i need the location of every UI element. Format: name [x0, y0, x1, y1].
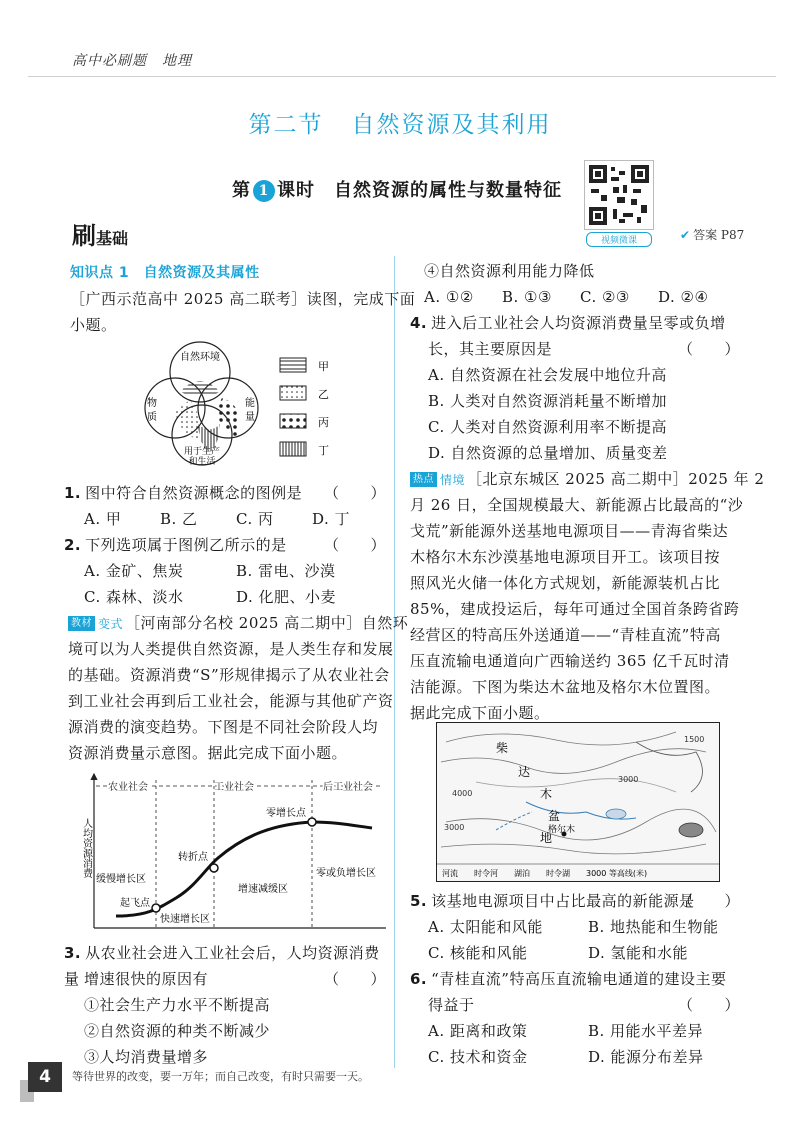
legend-label-yi: 乙	[318, 388, 329, 401]
brand-label: 刷基础	[72, 221, 129, 250]
check-icon: ✔	[680, 228, 691, 242]
region-jia	[180, 381, 220, 396]
takeoff-point	[152, 904, 160, 912]
passage-left-line-1: 教材 变式 ［河南部分名校 2025 高二期中］自然环	[68, 610, 408, 637]
map-legend: 河流 时令河 湖泊 时令湖 3000 等高线(米)	[442, 869, 648, 878]
option[interactable]: A. 距离和政策	[428, 1022, 528, 1040]
question-5-options-row2	[428, 940, 740, 966]
contour-label: 1500	[684, 735, 705, 744]
legend-label-ding: 丁	[318, 444, 329, 457]
option[interactable]: A. 太阳能和风能	[428, 918, 543, 936]
question-4-line-1: 4. 进入后工业社会人均资源消费量呈零或负增	[410, 314, 726, 332]
zone-fast: 快速增长区	[160, 914, 210, 925]
option[interactable]: B. 雷电、沙漠	[236, 562, 336, 580]
option[interactable]: D. 自然资源的总量增加、质量变差	[428, 444, 668, 462]
qr-code-icon[interactable]	[584, 160, 654, 230]
question-1: 1. 图中符合自然资源概念的图例是 （ ）	[64, 480, 386, 506]
passage-right-line: 经营区的特高压外送通道——“青桂直流”特高	[410, 626, 721, 644]
option[interactable]: D. 氢能和水能	[588, 944, 689, 962]
section-number: 第二节	[248, 112, 324, 138]
contour-label: 3000	[444, 823, 465, 832]
map-label-basin: 柴	[496, 741, 509, 755]
legend-label-bing: 丙	[318, 416, 329, 429]
zone-zero-negative: 零或负增长区	[316, 868, 376, 879]
option[interactable]: D. 丁	[312, 510, 351, 528]
passage-right-line: 洁能源。下图为柴达木盆地及格尔木位置图。	[410, 678, 721, 696]
question-3-item: ②自然资源的种类不断减少	[84, 1022, 271, 1040]
lesson-number: 1	[253, 180, 275, 202]
map-label-city: 格尔木	[548, 825, 576, 835]
question-6-line-1: 6. “青桂直流”特高压直流输电通道的建设主要	[410, 970, 727, 988]
passage-right-line: 木格尔木东沙漠基地电源项目开工。该项目按	[410, 548, 721, 566]
venn-label-left1: 物	[147, 398, 157, 409]
option[interactable]: A. 甲	[84, 510, 122, 528]
legend-swatch-bing	[280, 414, 306, 428]
passage-right-line: 月 26 日，全国规模最大、新能源占比最高的“沙	[410, 496, 744, 514]
zone-slow: 缓慢增长区	[96, 874, 146, 885]
intro-line-1: ［广西示范高中 2025 高二联考］读图，完成下面	[70, 290, 416, 308]
zero-growth-point	[308, 818, 316, 826]
answer-paren: （ ）	[677, 340, 740, 358]
question-3-item: ④自然资源利用能力降低	[424, 262, 595, 280]
question-3-item: ①社会生产力水平不断提高	[84, 996, 271, 1014]
answer-reference: ✔ 答案 P87	[680, 228, 745, 242]
label-turning: 转折点	[178, 852, 208, 863]
running-header: 高中必刷题 地理	[72, 53, 192, 69]
answer-paren: （ ）	[677, 996, 740, 1014]
answer-paren: （ ）	[323, 970, 386, 988]
map-label-basin: 盆	[548, 809, 561, 823]
legend-swatch-ding	[280, 442, 306, 456]
map-frame	[437, 723, 720, 882]
option[interactable]: B. 乙	[160, 510, 198, 528]
question-3-line-2: 增速很快的原因有 （ ）	[84, 966, 386, 992]
lake	[679, 823, 703, 837]
map-label-basin: 木	[540, 787, 553, 801]
contour-label: 4000	[452, 789, 473, 798]
option[interactable]: D. 能源分布差异	[588, 1048, 704, 1066]
label-takeoff: 起飞点	[120, 898, 150, 909]
option[interactable]: B. 人类对自然资源消耗量不断增加	[428, 392, 668, 410]
passage-right-line: 压直流输电通道向广西输送约 365 亿千瓦时清	[410, 652, 730, 670]
answer-paren: （ ）	[323, 484, 386, 502]
stage-post-industry: 后工业社会	[323, 782, 373, 793]
passage-left-line: 资源消费量示意图。据此完成下面小题。	[68, 744, 348, 762]
stage-agriculture: 农业社会	[108, 782, 148, 793]
region-bing	[216, 398, 240, 438]
column-divider	[394, 256, 395, 1068]
tag-textbook: 教材	[68, 616, 95, 631]
tag-context: 情境	[440, 473, 466, 487]
answer-paren: （ ）	[677, 892, 740, 910]
legend-label-jia: 甲	[318, 360, 329, 373]
option[interactable]: C. 丙	[236, 510, 274, 528]
option[interactable]: C. ②③	[580, 288, 630, 306]
question-5: 5. 该基地电源项目中占比最高的新能源是 （ ）	[410, 888, 740, 914]
question-6-line-2: 得益于 （ ）	[428, 992, 740, 1018]
option[interactable]: C. 技术和资金	[428, 1048, 528, 1066]
venn-label-top: 自然环境	[180, 352, 220, 363]
contour-label: 3000	[618, 775, 639, 784]
question-2-options-row2	[84, 584, 388, 610]
option[interactable]: C. 人类对自然资源利用率不断提高	[428, 418, 667, 436]
map-label-basin: 地	[540, 831, 553, 845]
passage-right-line: 85%，建成投运后，每年可通过全国首条跨省跨	[410, 600, 740, 618]
option[interactable]: A. 自然资源在社会发展中地位升高	[428, 366, 667, 384]
venn-label-right1: 能	[245, 398, 255, 409]
option[interactable]: B. ①③	[502, 288, 552, 306]
lake	[606, 809, 626, 819]
section-name: 自然资源及其利用	[351, 112, 552, 138]
option[interactable]: A. 金矿、焦炭	[84, 562, 184, 580]
option[interactable]: C. 核能和风能	[428, 944, 528, 962]
knowledge-point-title: 知识点 1 自然资源及其属性	[70, 265, 260, 281]
question-3-line-1: 3. 从农业社会进入工业社会后，人均资源消费量	[64, 944, 380, 988]
option[interactable]: D. 化肥、小麦	[236, 588, 337, 606]
question-3-options	[424, 284, 736, 310]
passage-left-line: 到工业社会再到后工业社会，能源与其他矿产资	[68, 692, 394, 710]
passage-left-line: 源消费的演变趋势。下图是不同社会阶段人均	[68, 718, 379, 736]
venn-label-bottom1: 用于生产	[183, 447, 221, 457]
passage-right-line: 照风光火储一体化方式规划，新能源装机占比	[410, 574, 721, 592]
s-curve-diagram	[66, 768, 392, 936]
question-6-options-row2	[428, 1044, 740, 1070]
question-5-options-row1	[428, 914, 740, 940]
footer-motto: 等待世界的改变，要一万年；而自己改变，有时只需要一天。	[72, 1070, 369, 1083]
question-2-options-row1	[84, 558, 388, 584]
qr-caption: 视频微课	[586, 232, 652, 247]
turning-point	[210, 864, 218, 872]
option[interactable]: D. ②④	[658, 288, 709, 306]
zone-decel: 增速减缓区	[238, 884, 288, 895]
passage-right-line-1: 热点 情境 ［北京东城区 2025 高二期中］2025 年 2	[410, 466, 764, 493]
answer-paren: （ ）	[323, 536, 386, 554]
stage-industry: 工业社会	[214, 782, 254, 793]
lesson-title: 第 1 课时 自然资源的属性与数量特征	[232, 180, 562, 201]
question-1-options	[84, 506, 388, 532]
option[interactable]: A. ①②	[424, 288, 474, 306]
map-label-basin: 达	[518, 765, 531, 779]
tag-variant: 变式	[98, 617, 124, 631]
question-6-options-row1	[428, 1018, 740, 1044]
legend-swatch-yi	[280, 386, 306, 400]
legend-swatch-jia	[280, 358, 306, 372]
y-axis-label: 人均资源消费	[80, 818, 92, 878]
venn-label-right2: 量	[245, 412, 255, 423]
question-4-line-2: 长，其主要原因是 （ ）	[428, 336, 740, 362]
option[interactable]: B. 用能水平差异	[588, 1022, 704, 1040]
venn-label-bottom2: 和生活	[188, 457, 216, 467]
passage-left-line: 境可以为人类提供自然资源，是人类生存和发展	[68, 640, 394, 658]
section-title	[0, 106, 800, 139]
question-2: 2. 下列选项属于图例乙所示的是 （ ）	[64, 532, 386, 558]
venn-label-left2: 质	[147, 412, 157, 423]
question-3-item: ③人均消费量增多	[84, 1048, 209, 1066]
qaidam-basin-map	[436, 722, 720, 882]
page-number: 4	[28, 1062, 62, 1092]
venn-diagram	[120, 340, 350, 470]
header-divider	[28, 76, 776, 77]
option[interactable]: B. 地热能和生物能	[588, 918, 719, 936]
tag-hot: 热点	[410, 472, 437, 487]
intro-line-2: 小题。	[70, 316, 117, 334]
option[interactable]: C. 森林、淡水	[84, 588, 184, 606]
passage-left-line: 的基础。资源消费“S”形规律揭示了从农业社会	[68, 666, 390, 684]
passage-right-line: 戈荒”新能源外送基地电源项目——青海省柴达	[410, 522, 729, 540]
label-zero-growth: 零增长点	[266, 808, 306, 819]
passage-right-line: 据此完成下面小题。	[410, 704, 550, 722]
